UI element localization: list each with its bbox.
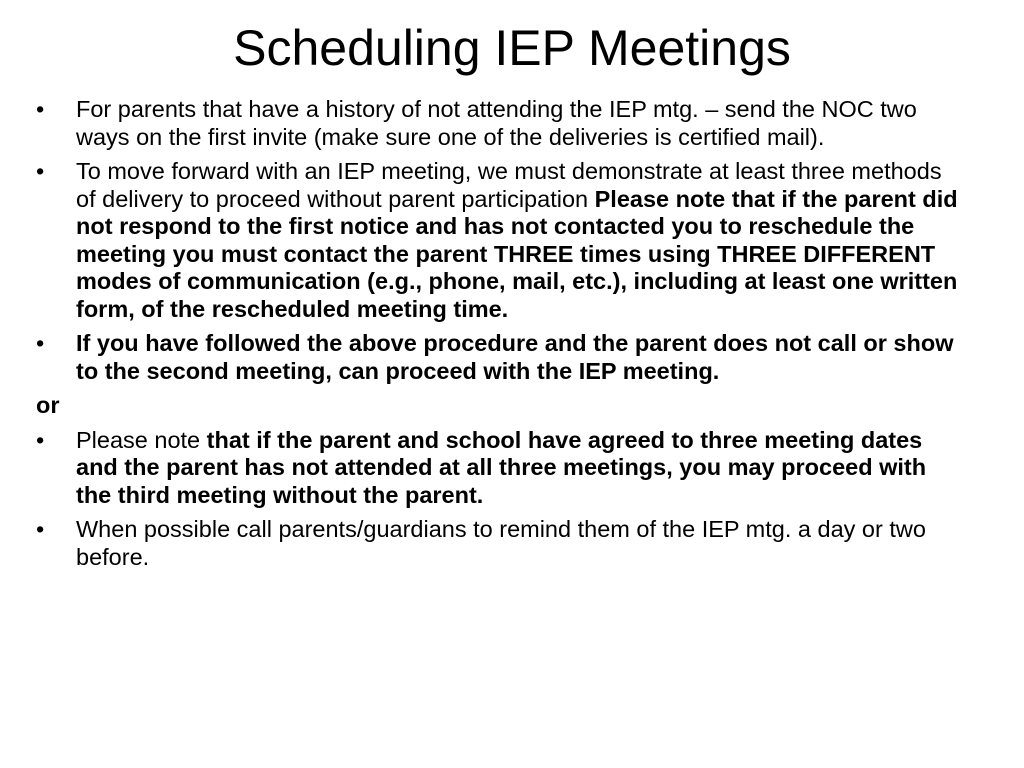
separator-or: or — [36, 392, 60, 418]
bullet-item-delivery — [36, 158, 966, 323]
bullet-text-emphasis: that if the parent and school have agreed to three meeting dates and the parent has not attended at all three meetings, you may proceed with the third meeting without the parent. — [76, 426, 927, 508]
bullet-item-history — [36, 96, 966, 151]
bullet-icon: • — [36, 96, 45, 122]
bullet-icon: • — [36, 426, 45, 453]
bullet-text: Please note — [76, 426, 207, 453]
bullet-text-emphasis: If you have followed the above procedure and the parent does not call or show to the second meeting, can proceed with the IEP meeting. — [76, 330, 954, 384]
bullet-icon: • — [36, 516, 45, 542]
bullet-text: For parents that have a history of not attending the IEP mtg. – send the NOC two ways on the first invite (make sure one of the deliveries is certified mail). — [76, 96, 917, 150]
bullet-item-three-dates — [36, 427, 966, 510]
slide-title: Scheduling IEP Meetings — [233, 20, 791, 76]
bullet-text: When possible call parents/guardians to remind them of the IEP mtg. a day or two before. — [76, 516, 926, 570]
bullet-item-reminder — [36, 516, 966, 571]
bullet-icon: • — [36, 158, 45, 184]
bullet-item-proceed — [36, 330, 966, 385]
bullet-text: To move forward with an IEP meeting, we must demonstrate at least three methods of delivery to proceed without parent participation — [76, 158, 942, 212]
bullet-icon: • — [36, 330, 45, 356]
slide-body — [36, 96, 966, 578]
bullet-text-emphasis: Please note that if the parent did not respond to the first notice and has not contacted you to reschedule the meeting you must contact the parent THREE times using THREE DIFFERENT modes of communication (e.g., phone, mail, etc.), including at least one written form, of the rescheduled meeting time. — [76, 185, 958, 322]
